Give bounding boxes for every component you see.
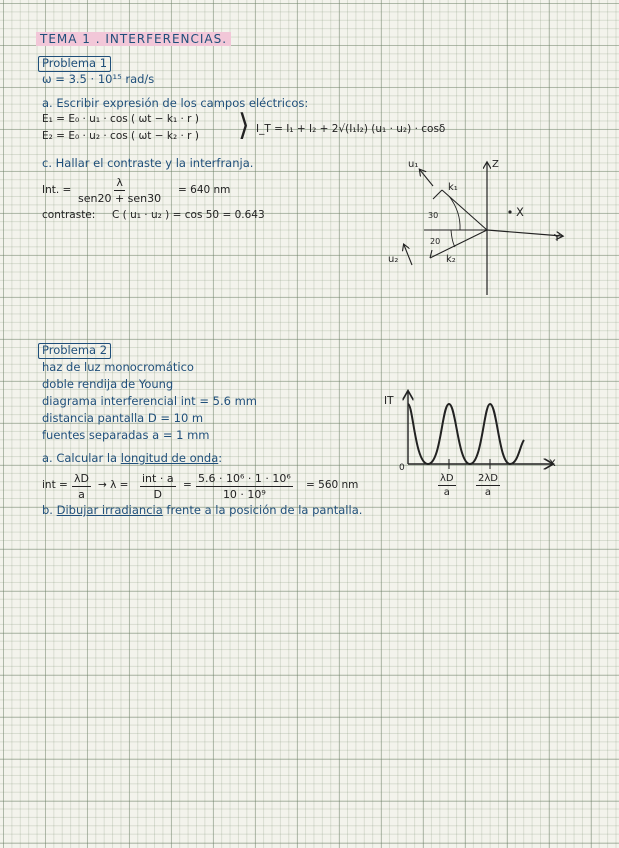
fraction-lambda-d-over-a [72, 472, 91, 501]
fraction-numeric [196, 472, 293, 501]
graph-xlabel: x [549, 455, 556, 469]
page-title: TEMA 1 . INTERFERENCIAS. [36, 32, 231, 46]
fraction-int-a-over-d [140, 472, 176, 501]
p2-line-2: doble rendija de Young [42, 377, 174, 391]
contrast-expression: C ( u₁ · u₂ ) = cos 50 = 0.643 [112, 209, 265, 221]
part-a-heading: a. Escribir expresión de los campos eléctricos: [42, 96, 309, 110]
k1-tick [433, 190, 442, 199]
axis-x-label: X [516, 205, 524, 219]
angle-20-arc [451, 230, 455, 247]
problem-1-label: Problema 1 [38, 56, 111, 72]
graph-ylabel: IT [384, 395, 394, 407]
f2-den: D [153, 488, 163, 501]
angle-30-label: 30 [428, 211, 439, 220]
f2-num: int · a [142, 472, 174, 485]
f3-num: 5.6 · 10⁶ · 1 · 10⁶ [198, 472, 291, 485]
interfringe-denominator: sen20 + sen30 [78, 192, 162, 205]
p2-part-b-post: frente a la posición de la pantalla. [162, 503, 363, 517]
p2-line-1: haz de luz monocromático [42, 360, 194, 374]
problem-2-label: Problema 2 [38, 343, 111, 359]
k1-line [442, 190, 487, 230]
p2-line-3: diagrama interferencial int = 5.6 mm [42, 394, 257, 408]
graph-origin: 0 [399, 463, 405, 473]
p2-part-b-heading [42, 505, 362, 517]
axis-y-label: Y [554, 233, 561, 244]
p2-part-a-pre: a. Calcular la [42, 451, 121, 465]
k2-label: k₂ [446, 254, 456, 265]
tick-1-label [438, 473, 456, 498]
field-e2: E₂ = E₀ · u₂ · cos ( ωt − k₂ · r ) [42, 130, 199, 142]
p2-part-a-heading [42, 453, 222, 465]
f3-den: 10 · 10⁹ [222, 488, 266, 501]
u1-label: u₁ [408, 159, 419, 170]
total-irradiance: I_T = I₁ + I₂ + 2√(I₁I₂) (u₁ · u₂) · cosδ [256, 123, 446, 135]
u1-arrow [420, 170, 433, 186]
tick-2-den: a [484, 487, 492, 498]
arrow-lambda: → λ = [98, 479, 129, 491]
angle-20-label: 20 [430, 237, 441, 246]
field-e1: E₁ = E₀ · u₁ · cos ( ωt − k₁ · r ) [42, 113, 199, 125]
brace-symbol: ⟩ [238, 108, 250, 143]
int-lhs: int = [42, 479, 68, 491]
f1-den: a [78, 488, 85, 501]
k1-label: k₁ [448, 182, 458, 193]
u2-arrow [404, 245, 412, 265]
interfringe-result: = 640 nm [178, 184, 231, 196]
tick-1-den: a [443, 487, 450, 498]
part-c-heading: c. Hallar el contraste y la interfranja. [42, 156, 254, 170]
contrast-label: contraste: [42, 209, 96, 221]
p2-part-b-underlined: Dibujar irradiancia [56, 503, 163, 517]
p2-part-a-underlined: longitud de onda [120, 451, 219, 465]
f1-num: λD [74, 472, 89, 485]
tick-2-label [476, 473, 500, 498]
wavelength-result: = 560 nm [306, 479, 359, 491]
equals-sign: = [183, 479, 192, 491]
x-axis-dot [508, 210, 511, 213]
y-axis [487, 230, 562, 236]
axis-z-label: Z [492, 159, 499, 170]
omega-value: ω = 3.5 · 10¹⁵ rad/s [42, 72, 155, 86]
p2-part-b-pre: b. [42, 503, 57, 517]
p2-line-4: distancia pantalla D = 10 m [42, 411, 204, 425]
tick-2-num: 2λD [478, 473, 498, 484]
p2-line-5: fuentes separadas a = 1 mm [42, 428, 210, 442]
interfringe-numerator: λ [116, 176, 123, 189]
tick-1-num: λD [440, 473, 454, 484]
u2-label: u₂ [388, 254, 399, 265]
interfringe-label: Int. = [42, 184, 72, 196]
p2-part-a-post: : [218, 451, 223, 465]
